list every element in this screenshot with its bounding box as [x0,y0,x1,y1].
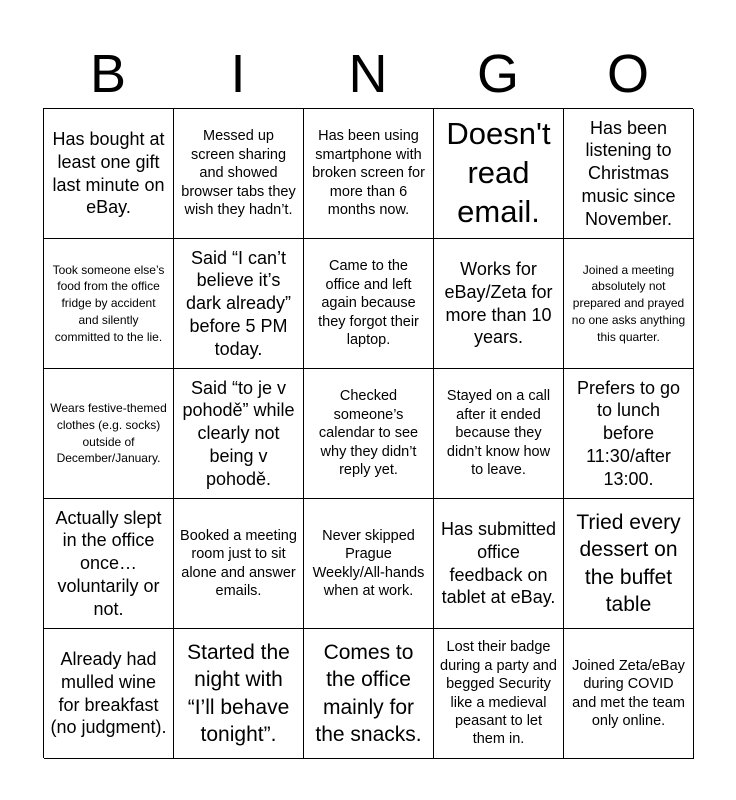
bingo-cell[interactable] [564,629,694,759]
bingo-cell[interactable] [304,369,434,499]
cell-text: Said “I can’t believe it’s dark already” before 5 PM today. [185,247,292,359]
bingo-cell[interactable] [44,629,174,759]
bingo-cell[interactable] [304,109,434,239]
cell-text: Comes to the office mainly for the snacks. [315,640,422,746]
cell-text: Joined a meeting absolutely not prepared and prayed no one asks anything this quarter. [571,262,686,344]
bingo-cell[interactable] [434,499,564,629]
bingo-cell[interactable] [434,239,564,369]
bingo-cell[interactable] [44,499,174,629]
cell-text: Joined Zeta/eBay during COVID and met the team only online. [572,657,685,729]
bingo-cell[interactable] [174,239,304,369]
bingo-cell[interactable] [44,239,174,369]
cell-text: Never skipped Prague Weekly/All-hands when at work. [312,527,425,599]
bingo-header [43,40,693,108]
cell-text: Has submitted office feedback on tablet at eBay. [440,519,557,608]
cell-text: Lost their badge during a party and begged Security like a medieval peasant to let them in. [440,639,557,748]
cell-text: Has bought at least one gift last minute on eBay. [52,129,165,218]
cell-text: Has been listening to Christmas music since November. [581,117,676,229]
bingo-cell[interactable] [44,109,174,239]
header-letter-n: N [348,44,388,104]
cell-text: Messed up screen sharing and showed browser tabs they wish they hadn’t. [181,128,296,219]
bingo-grid [43,108,693,758]
cell-text: Said “to je v pohodě” while clearly not being v pohodě. [182,377,295,489]
bingo-cell[interactable] [304,239,434,369]
header-letter-g: G [476,44,519,104]
cell-text: Wears festive-themed clothes (e.g. socks) outside of December/January. [50,400,167,466]
bingo-cell[interactable] [174,629,304,759]
header-letter-i: I [230,44,246,104]
bingo-cell[interactable] [174,499,304,629]
cell-text: Took someone else’s food from the office fridge by accident and silently committed to the lie. [52,262,165,344]
bingo-cell[interactable] [564,499,694,629]
bingo-cell[interactable] [304,499,434,629]
cell-text: Works for eBay/Zeta for more than 10 years. [444,259,553,348]
cell-text: Came to the office and left again because they forgot their laptop. [318,258,419,349]
bingo-cell[interactable] [564,239,694,369]
bingo-cell[interactable] [44,369,174,499]
bingo-cell[interactable] [564,369,694,499]
cell-text: Booked a meeting room just to sit alone and answer emails. [180,527,297,599]
cell-text: Stayed on a call after it ended because they didn’t know how to leave. [446,388,551,479]
cell-text: Started the night with “I’ll behave tonight”. [187,640,290,746]
cell-text: Prefers to go to lunch before 11:30/after 13:00. [576,377,681,489]
header-letter-b: B [89,44,127,104]
bingo-cell[interactable] [434,369,564,499]
bingo-cell[interactable] [434,629,564,759]
bingo-cell[interactable] [434,109,564,239]
bingo-cell[interactable] [564,109,694,239]
header-letter-o: O [606,44,649,104]
bingo-cell[interactable] [304,629,434,759]
cell-text: Checked someone’s calendar to see why they didn’t reply yet. [318,388,419,479]
cell-text: Doesn't read email. [446,116,551,229]
bingo-cell[interactable] [174,109,304,239]
cell-text: Actually slept in the office once… voluntarily or not. [55,507,162,619]
cell-text: Already had mulled wine for breakfast (no judgment). [50,649,167,738]
bingo-cell[interactable] [174,369,304,499]
cell-text: Has been using smartphone with broken screen for more than 6 months now. [312,128,425,219]
cell-text: Tried every dessert on the buffet table [576,510,681,616]
